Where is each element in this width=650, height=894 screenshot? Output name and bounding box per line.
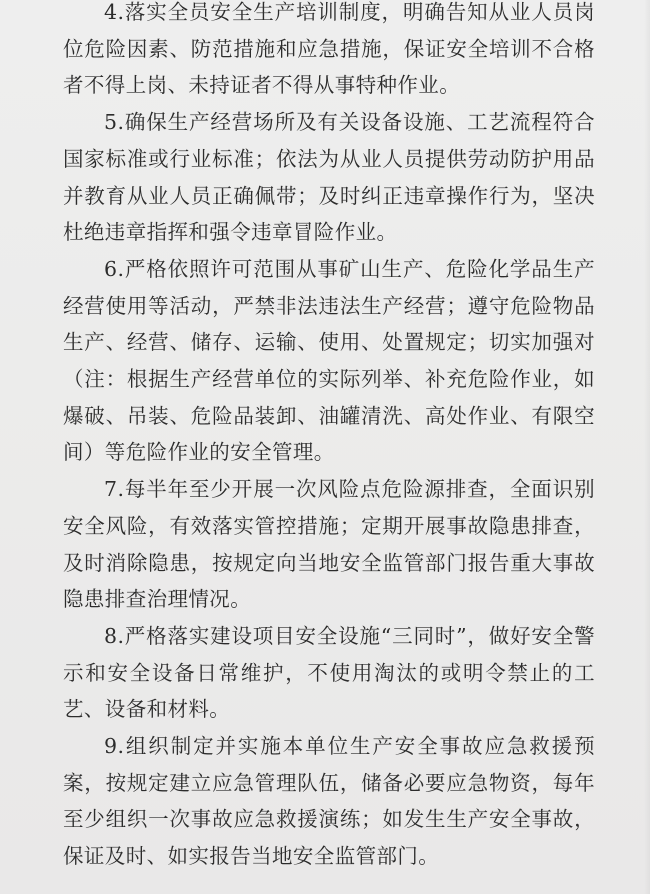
clause-5: 5.确保生产经营场所及有关设备设施、工艺流程符合国家标准或行业标准；依法为从业人员提供劳动防护用品并教育从业人员正确佩带；及时纠正违章操作行为，坚决杜绝违章指挥和强令违章冒险作业。	[63, 110, 595, 245]
clause-6: 6.严格依照许可范围从事矿山生产、危险化学品生产经营使用等活动，严禁非法违法生产经营；遵守危险物品生产、经营、储存、运输、使用、处置规定；切实加强对（注：根据生产经营单位的实际列举、补充危险作业，如爆破、吊装、危险品装卸、油罐清洗、高处作业、有限空间）等危险作业的安全管理。	[63, 256, 595, 465]
clause-7: 7.每半年至少开展一次风险点危险源排查，全面识别安全风险，有效落实管控措施；定期开展事故隐患排查，及时消除隐患，按规定向当地安全监管部门报告重大事故隐患排查治理情况。	[63, 477, 595, 612]
clause-9: 9.组织制定并实施本单位生产安全事故应急救援预案，按规定建立应急管理队伍，储备必要应急物资，每年至少组织一次事故应急救援演练；如发生生产安全事故，保证及时、如实报告当地安全监管部门。	[63, 734, 595, 869]
clause-8: 8.严格落实建设项目安全设施“三同时”，做好安全警示和安全设备日常维护，不使用淘汰的或明令禁止的工艺、设备和材料。	[63, 623, 595, 722]
page-edge-shadow	[644, 0, 650, 894]
clause-4: 4.落实全员安全生产培训制度，明确告知从业人员岗位危险因素、防范措施和应急措施，保证安全培训不合格者不得上岗、未持证者不得从事特种作业。	[63, 0, 595, 98]
document-body	[63, 0, 595, 875]
